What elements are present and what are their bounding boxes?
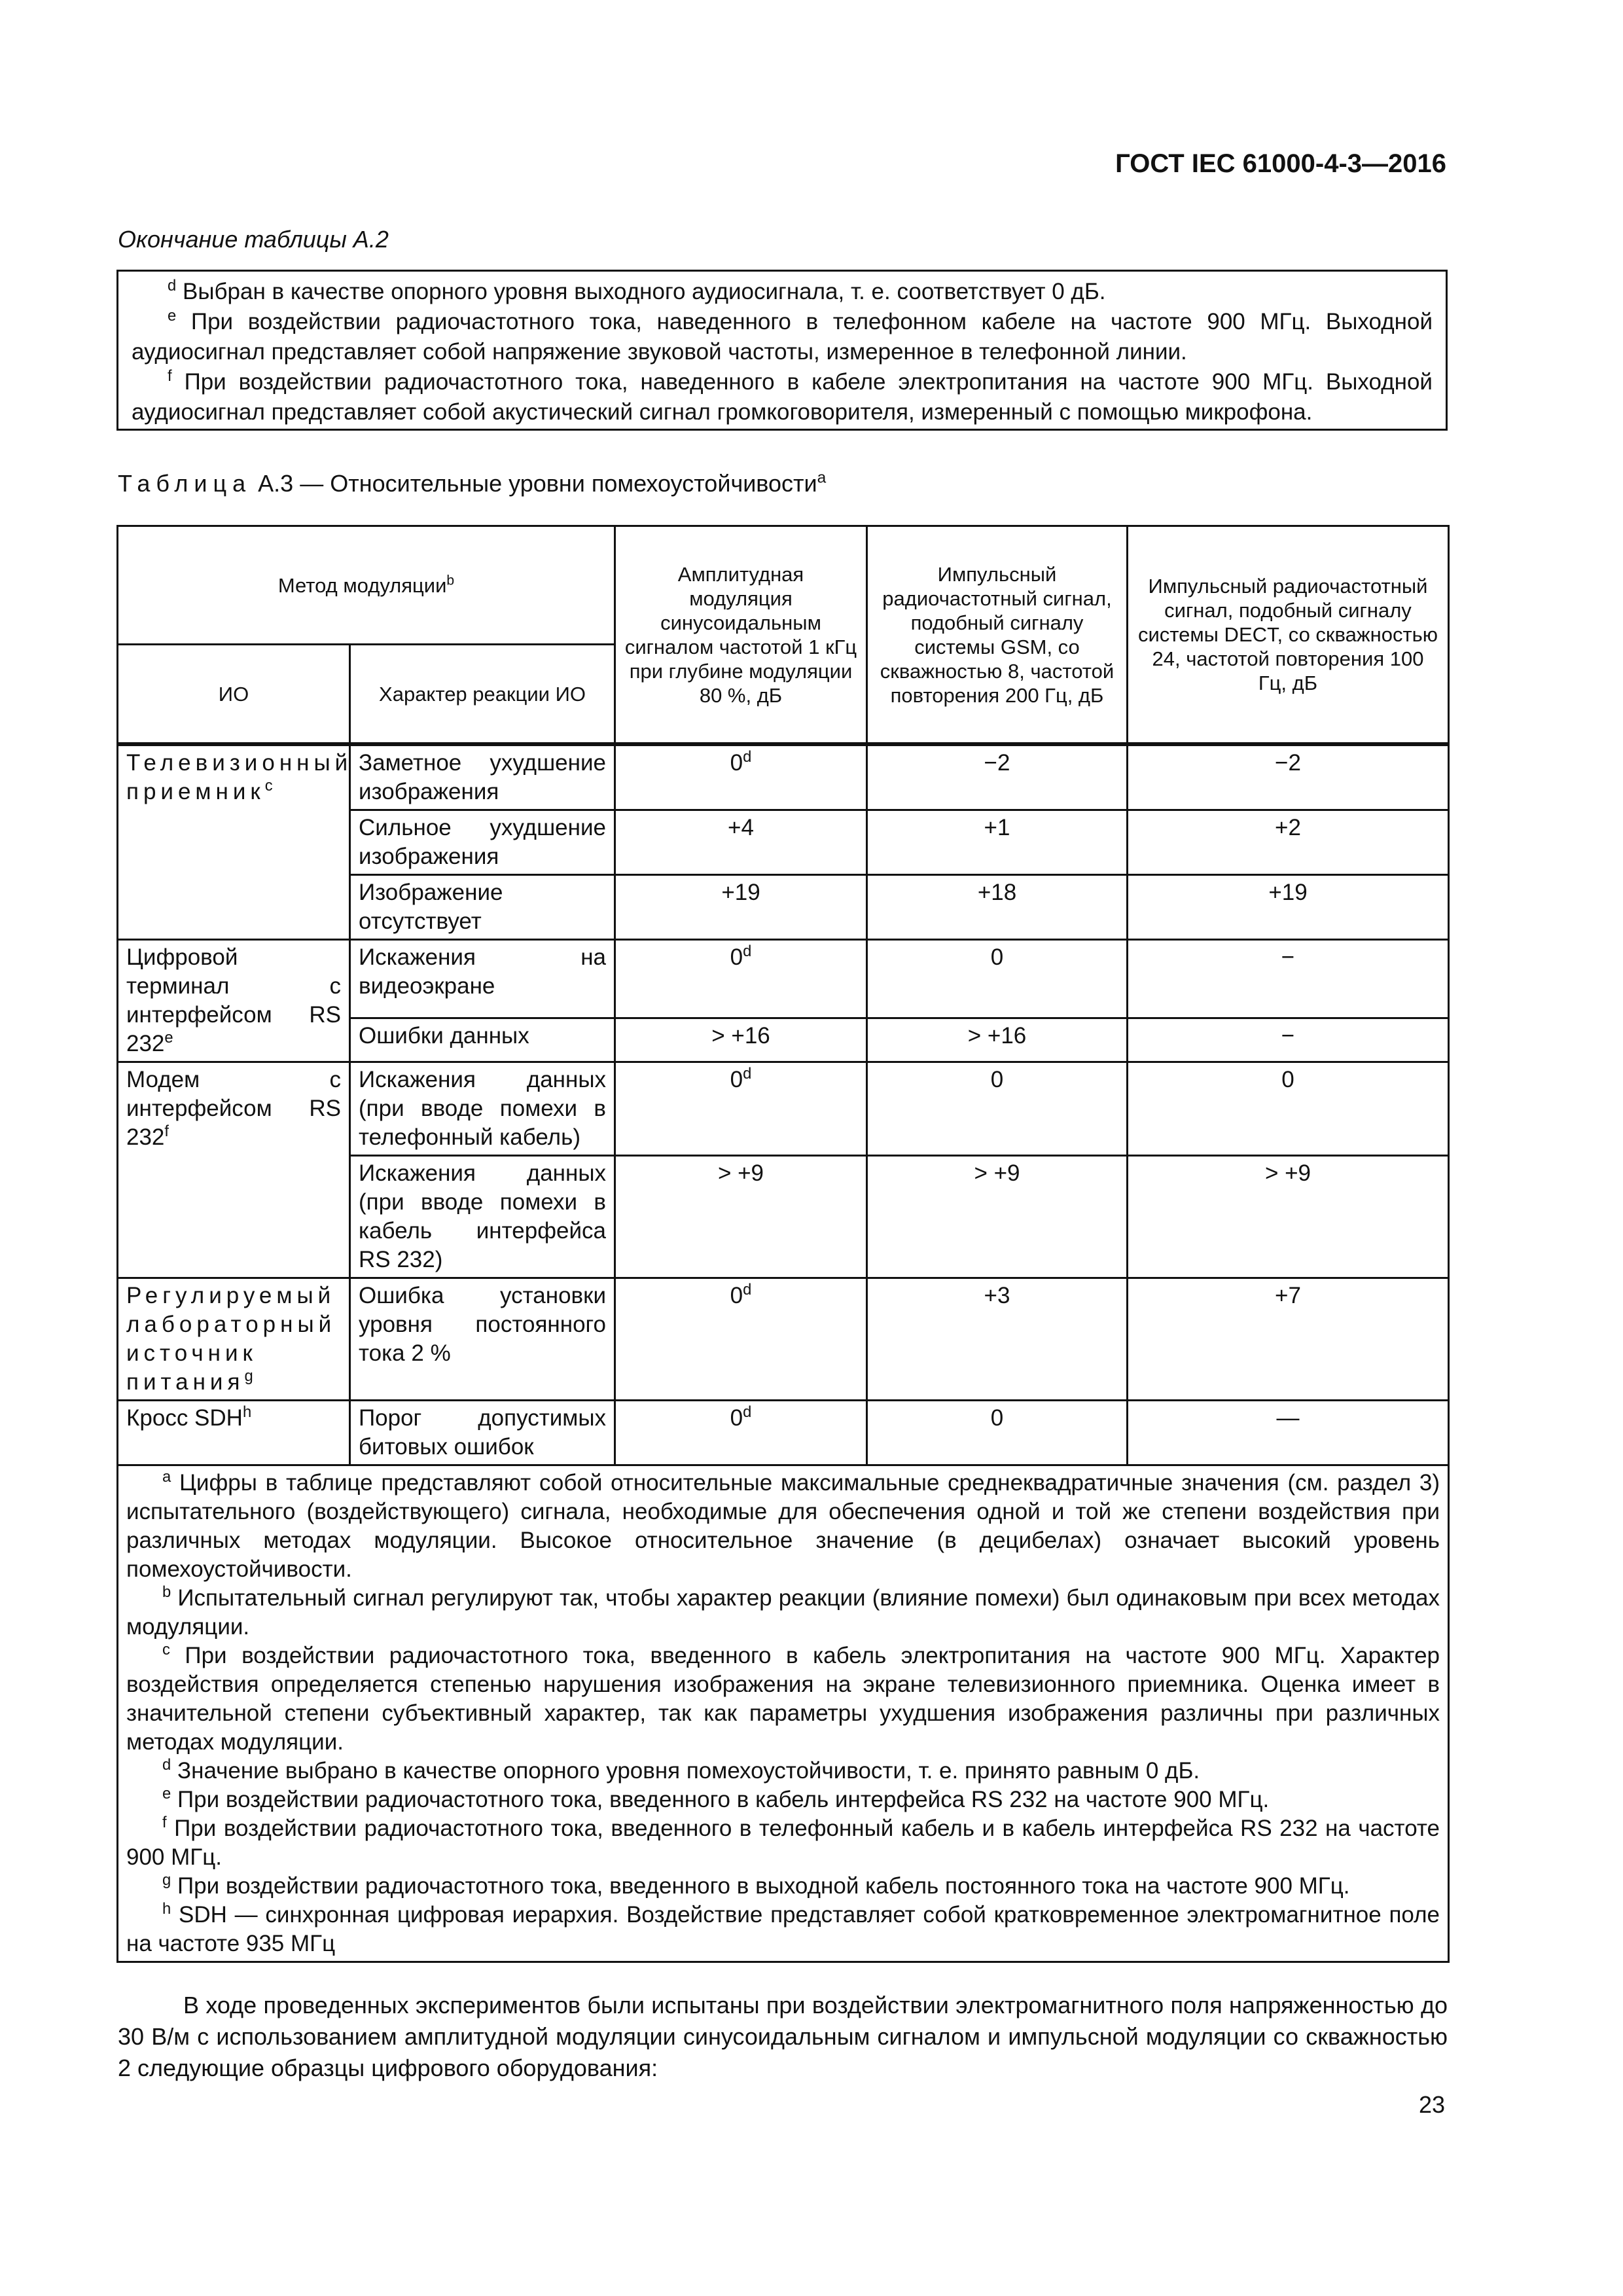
value-am: +4: [615, 810, 867, 875]
reaction-cell: Ошибка установки уровня постоянного тока 2 %: [350, 1278, 615, 1401]
device-cell: Телевизионный приемник$^c$: [118, 745, 350, 940]
footnote-item: [132, 277, 1433, 307]
value-dect: −: [1128, 1018, 1449, 1062]
table-row: [118, 1278, 1449, 1401]
header-io: ИО: [118, 645, 350, 744]
table-row: [118, 940, 1449, 1018]
footnote-item: [132, 367, 1433, 427]
footnote-item: $^h$ SDH — синхронная цифровая иерархия. Воздействие представляет собой кратковременное электромагнитное поле на частоте 935 МГц: [126, 1899, 1440, 1956]
previous-table-footnotes: [116, 270, 1448, 431]
device-cell: Кросс SDH$^h$: [118, 1401, 350, 1465]
table-caption-word: Таблица: [118, 470, 252, 497]
value-dect: −: [1128, 940, 1449, 1018]
footnote-item: $^c$ При воздействии радиочастотного тока, введенного в кабель электропитания на частоте 900 МГц. Характер воздействия определяется степенью нарушения изображения на экране телевизионного приемника. Оценка имеет в значительной степени субъективный характер, так как параметры ухудшения изображения различны при различных методах модуляции.: [126, 1640, 1440, 1755]
table-continuation-label: Окончание таблицы А.2: [118, 226, 389, 253]
footnote-item: [132, 307, 1433, 367]
document-header: ГОСТ IEC 61000-4-3—2016: [1115, 149, 1446, 178]
value-gsm: > +9: [867, 1156, 1128, 1278]
footnote-mark: f: [168, 367, 172, 385]
table-caption-mark: a: [817, 469, 827, 487]
reaction-cell: Сильное ухудшение изображения: [350, 810, 615, 875]
value-gsm: 0: [867, 940, 1128, 1018]
device-cell: Регулируемый лабораторный источник питания$^g$: [118, 1278, 350, 1401]
value-am: > +16: [615, 1018, 867, 1062]
footnote-text: При воздействии радиочастотного тока, наведенного в телефонном кабеле на частоте 900 МГц. Выходной аудиосигнал представляет собой напряжение звуковой частоты, измеренное в телефонной линии.: [132, 309, 1433, 365]
footnote-item: $^f$ При воздействии радиочастотного тока, введенного в телефонный кабель и в кабель интерфейса RS 232 на частоте 900 МГц.: [126, 1813, 1440, 1870]
header-col-dect: Импульсный радиочастотный сигнал, подобный сигналу системы DECT, со скважностью 24, частотой повторения 100 Гц, дБ: [1128, 526, 1449, 744]
table-caption: [118, 470, 826, 497]
reaction-cell: Ошибки данных: [350, 1018, 615, 1062]
reaction-cell: Искажения на видеоэкране: [350, 940, 615, 1018]
footnote-mark: d: [168, 276, 177, 295]
table-footnotes: [118, 1465, 1449, 1962]
value-gsm: 0: [867, 1401, 1128, 1465]
footnote-text: Выбран в качестве опорного уровня выходного аудиосигнала, т. е. соответствует 0 дБ.: [182, 279, 1106, 304]
value-am: 0$^d$: [615, 940, 867, 1018]
reaction-cell: Заметное ухудшение изображения: [350, 745, 615, 810]
reaction-cell: Порог допустимых битовых ошибок: [350, 1401, 615, 1465]
footnote-item: $^e$ При воздействии радиочастотного тока, введенного в кабель интерфейса RS 232 на частоте 900 МГц.: [162, 1784, 1270, 1812]
value-dect: +2: [1128, 810, 1449, 875]
footnote-item: $^a$ Цифры в таблице представляют собой относительные максимальные среднеквадратичные значения (см. раздел 3) испытательного (воздействующего) сигнала, необходимые для обеспечения одной и той же степени воздействия при различных методах модуляции. Высокое относительное значение (в децибелах) означает высокий уровень помехоустойчивости.: [126, 1467, 1440, 1582]
table-footnotes-row: [118, 1465, 1449, 1962]
value-am: +19: [615, 875, 867, 940]
table-row: [118, 1062, 1449, 1156]
footnote-item: $^g$ При воздействии радиочастотного тока, введенного в выходной кабель постоянного тока на частоте 900 МГц.: [162, 1871, 1350, 1899]
value-gsm: +1: [867, 810, 1128, 875]
page-number: 23: [1418, 2091, 1445, 2118]
device-cell: Модем с интерфейсом RS 232$^f$: [118, 1062, 350, 1278]
header-col-am: Амплитудная модуляция синусоидальным сигналом частотой 1 кГц при глубине модуляции 80 %, дБ: [615, 526, 867, 744]
value-dect: −2: [1128, 745, 1449, 810]
reaction-cell: Искажения данных (при вводе помехи в телефонный кабель): [350, 1062, 615, 1156]
value-am: 0$^d$: [615, 745, 867, 810]
header-reaction: Характер реакции ИО: [350, 645, 615, 744]
value-gsm: +3: [867, 1278, 1128, 1401]
value-dect: —: [1128, 1401, 1449, 1465]
value-am: 0$^d$: [615, 1401, 867, 1465]
reaction-cell: Изображение отсутствует: [350, 875, 615, 940]
value-am: > +9: [615, 1156, 867, 1278]
body-paragraph: [118, 1990, 1448, 2084]
footnote-text: При воздействии радиочастотного тока, наведенного в кабеле электропитания на частоте 900 МГц. Выходной аудиосигнал представляет собой акустический сигнал громкоговорителя, измеренный с помощью микрофона.: [132, 369, 1433, 425]
footnote-item: $^d$ Значение выбрано в качестве опорного уровня помехоустойчивости, т. е. принято равным 0 дБ.: [162, 1755, 1200, 1784]
value-dect: +19: [1128, 875, 1449, 940]
header-col-gsm: Импульсный радиочастотный сигнал, подобный сигналу системы GSM, со скважностью 8, частотой повторения 200 Гц, дБ: [867, 526, 1128, 744]
value-gsm: > +16: [867, 1018, 1128, 1062]
value-dect: > +9: [1128, 1156, 1449, 1278]
footnote-mark: e: [168, 306, 177, 325]
body-paragraph-text: В ходе проведенных экспериментов были испытаны при воздействии электромагнитного поля напряженностью до 30 В/м с использованием амплитудной модуляции синусоидальным сигналом и импульсной модуляции со скважностью 2 следующие образцы цифрового оборудования:: [118, 1992, 1448, 2081]
value-gsm: −2: [867, 745, 1128, 810]
value-am: 0$^d$: [615, 1278, 867, 1401]
footnote-item: $^b$ Испытательный сигнал регулируют так, чтобы характер реакции (влияние помехи) был одинаковым при всех методах модуляции.: [126, 1583, 1440, 1640]
value-dect: +7: [1128, 1278, 1449, 1401]
immunity-table: [116, 525, 1450, 1963]
value-am: 0$^d$: [615, 1062, 867, 1156]
value-dect: 0: [1128, 1062, 1449, 1156]
table-row: [118, 745, 1449, 810]
reaction-cell: Искажения данных (при вводе помехи в кабель интерфейса RS 232): [350, 1156, 615, 1278]
table-caption-title: А.3 — Относительные уровни помехоустойчивости: [258, 470, 817, 497]
header-method: Метод модуляции$^b$: [118, 526, 615, 645]
device-cell: Цифровой терминал с интерфейсом RS 232e: [118, 940, 350, 1062]
value-gsm: 0: [867, 1062, 1128, 1156]
value-gsm: +18: [867, 875, 1128, 940]
table-row: [118, 1401, 1449, 1465]
